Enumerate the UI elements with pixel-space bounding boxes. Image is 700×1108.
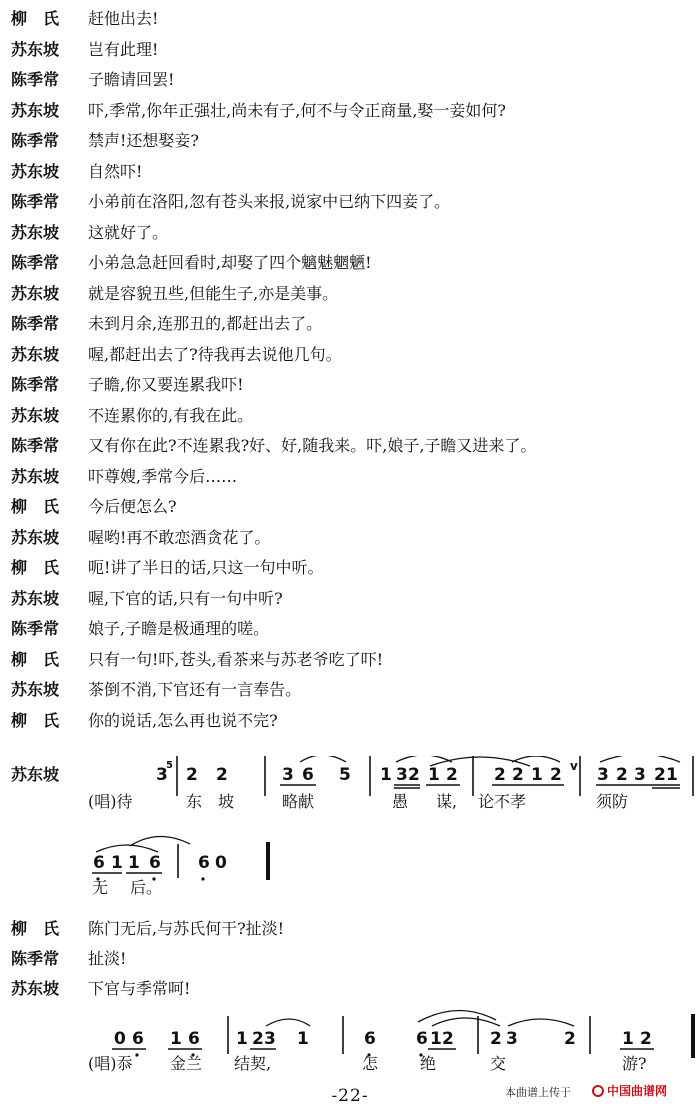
- site-brand[interactable]: [592, 1082, 667, 1099]
- speech-text: 赶他出去!: [88, 9, 159, 28]
- lyric-syllable: 结契,: [234, 1054, 272, 1073]
- jianpu-notation-row-1: [0, 756, 700, 894]
- speaker-name: 苏东坡: [11, 466, 60, 486]
- dialogue-line: [0, 706, 700, 736]
- speech-text: 子瞻请回罢!: [88, 70, 175, 89]
- dialogue-line: [0, 35, 700, 65]
- notation-system-1: [0, 756, 700, 897]
- note: 5: [339, 765, 351, 785]
- note: 2: [494, 765, 506, 785]
- dialogue-line: [0, 492, 700, 522]
- note: 1: [622, 1029, 634, 1049]
- dialogue-line: [0, 523, 700, 553]
- breath-mark: v: [570, 759, 578, 773]
- speaker-name: 苏东坡: [11, 344, 60, 364]
- singer-label: 苏东坡: [11, 765, 60, 784]
- dialogue-line: [0, 675, 700, 705]
- note: 6: [93, 853, 105, 873]
- speech-text: 下官与季常呵!: [88, 979, 191, 998]
- speech-text: 自然吓!: [88, 161, 143, 181]
- note: 3: [634, 765, 646, 785]
- upload-note: 本曲谱上传于: [505, 1086, 571, 1099]
- speech-text: 娘子,子瞻是极通理的嗟。: [88, 619, 270, 638]
- speech-text: 又有你在此?不连累我?好、好,随我来。吓,娘子,子瞻又进来了。: [88, 436, 537, 455]
- speaker-name: 陈季常: [11, 253, 60, 272]
- speech-text: 只有一句!吓,苍头,看茶来与苏老爷吃了吓!: [88, 649, 384, 669]
- dialogue-line: [0, 431, 700, 461]
- lyric-syllable: 绝: [420, 1054, 437, 1073]
- speaker-name: 柳 氏: [11, 710, 60, 730]
- note: 6: [149, 853, 161, 873]
- dialogue-line: [0, 370, 700, 400]
- speech-text: 这就好了。: [88, 222, 169, 242]
- lyric-syllable: 无: [92, 878, 109, 897]
- speech-text: 未到月余,连那丑的,都赶出去了。: [88, 314, 323, 333]
- lyric-syllable: 略献: [282, 792, 315, 811]
- speaker-name: 苏东坡: [11, 405, 60, 425]
- note: 2: [490, 1029, 502, 1049]
- dialogue-line: [0, 126, 700, 156]
- note: 3: [597, 765, 609, 785]
- speaker-name: 陈季常: [11, 131, 60, 150]
- lyric-syllable: 坡: [218, 792, 235, 811]
- speech-text: 你的说话,怎么再也说不完?: [88, 710, 278, 730]
- note: 2: [550, 765, 562, 785]
- speaker-name: 柳 氏: [11, 919, 60, 938]
- lyric-syllable: 愚: [392, 792, 409, 811]
- dialogue-line: [0, 584, 700, 614]
- note: 1: [170, 1029, 182, 1049]
- speaker-name: 陈季常: [11, 70, 60, 89]
- speech-text: 喔,下官的话,只有一句中听?: [88, 588, 283, 608]
- speaker-name: 陈季常: [11, 192, 60, 211]
- speech-text: 岂有此理!: [88, 39, 159, 59]
- speaker-name: 柳 氏: [11, 9, 60, 28]
- note: 1: [666, 765, 678, 785]
- note: 2: [408, 765, 420, 785]
- dialogue-line: [0, 65, 700, 95]
- lyric-syllable: 金兰: [170, 1054, 203, 1073]
- speaker-name: 柳 氏: [11, 649, 60, 669]
- note: 2: [654, 765, 666, 785]
- note: 0: [114, 1029, 126, 1049]
- speaker-name: 苏东坡: [11, 100, 60, 120]
- dialogue-line: [0, 309, 700, 339]
- lyric-syllable: 东: [186, 792, 203, 811]
- note: 3: [156, 765, 168, 785]
- note: 6: [416, 1029, 428, 1049]
- speaker-name: 苏东坡: [11, 680, 60, 699]
- dialogue-line: [0, 218, 700, 248]
- lyric-syllable: 交: [490, 1054, 507, 1073]
- speaker-name: 苏东坡: [11, 39, 60, 59]
- note: 1: [531, 765, 543, 785]
- speaker-name: 陈季常: [11, 314, 60, 333]
- lyric-syllable: 须防: [596, 792, 629, 811]
- speech-text: 吓尊嫂,季常今后……: [88, 466, 238, 486]
- note: 0: [215, 853, 227, 873]
- lyric-syllable: 论不孝: [478, 792, 527, 811]
- dialogue-line: [0, 279, 700, 309]
- dialogue-line: [0, 248, 700, 278]
- speaker-name: 陈季常: [11, 436, 60, 455]
- speech-text: 小弟前在洛阳,忽有苍头来报,说家中已纳下四妾了。: [88, 192, 451, 211]
- note: 3: [282, 765, 294, 785]
- dialogue-line: [0, 553, 700, 583]
- note: 1: [297, 1029, 309, 1049]
- site-brand-label: 中国曲谱网: [607, 1084, 668, 1098]
- speaker-name: 苏东坡: [11, 979, 60, 998]
- speech-text: 子瞻,你又要连累我吓!: [88, 375, 244, 394]
- speech-text: 今后便怎么?: [88, 497, 177, 516]
- speaker-name: 陈季常: [11, 619, 60, 638]
- note: 2: [442, 1029, 454, 1049]
- note: 3: [506, 1029, 518, 1049]
- note: 6: [302, 765, 314, 785]
- speaker-name: 苏东坡: [11, 161, 60, 181]
- note: 2: [216, 765, 228, 785]
- notation-system-2: [0, 1000, 700, 1080]
- note: 2: [186, 765, 198, 785]
- note: 3: [264, 1029, 276, 1049]
- note: 6: [132, 1029, 144, 1049]
- note: 6: [188, 1029, 200, 1049]
- speech-text: 不连累你的,有我在此。: [88, 405, 254, 425]
- dialogue-line: [0, 340, 700, 370]
- speech-text: 吓,季常,你年正强壮,尚未有子,何不与令正商量,娶一妾如何?: [88, 100, 507, 120]
- speech-text: 呃!讲了半日的话,只这一句中听。: [88, 558, 324, 577]
- dialogue-line: [0, 157, 700, 187]
- dialogue-line: [0, 401, 700, 431]
- note: 1: [236, 1029, 248, 1049]
- speech-text: 扯淡!: [88, 949, 127, 968]
- lyric-syllable: 游?: [622, 1054, 647, 1073]
- speaker-name: 苏东坡: [11, 222, 60, 242]
- dialogue-line: [0, 614, 700, 644]
- dialogue-line: [0, 96, 700, 126]
- speech-text: 喔,都赶出去了?待我再去说他几句。: [88, 344, 342, 364]
- speech-text: 陈门无后,与苏氏何干?扯淡!: [88, 919, 285, 938]
- note: 2: [640, 1029, 652, 1049]
- note: 1: [128, 853, 140, 873]
- speaker-name: 苏东坡: [11, 588, 60, 608]
- note: 2: [564, 1029, 576, 1049]
- dialogue-line: [0, 187, 700, 217]
- lyric-syllable: 后。: [130, 878, 163, 897]
- note: 2: [616, 765, 628, 785]
- note: 6: [364, 1029, 376, 1049]
- speaker-name: 苏东坡: [11, 283, 60, 303]
- note: 2: [512, 765, 524, 785]
- note: 2: [252, 1029, 264, 1049]
- note: 2: [446, 765, 458, 785]
- speech-text: 就是容貌丑些,但能生子,亦是美事。: [88, 283, 339, 303]
- speaker-name: 陈季常: [11, 949, 60, 968]
- lyric-syllable: 谋,: [436, 792, 458, 811]
- note: 1: [111, 853, 123, 873]
- lyric-syllable: 怎: [362, 1054, 379, 1073]
- lyric-syllable: (唱)待: [88, 792, 133, 811]
- site-logo-icon: [592, 1085, 604, 1097]
- speaker-name: 苏东坡: [11, 527, 60, 547]
- speech-text: 喔哟!再不敢恋酒贪花了。: [88, 527, 271, 547]
- dialogue-line: [0, 944, 700, 974]
- speaker-name: 柳 氏: [11, 558, 60, 577]
- speaker-name: 柳 氏: [11, 497, 60, 516]
- speech-text: 小弟急急赶回看时,却娶了四个魑魅魍魉!: [88, 253, 372, 272]
- dialogue-line: [0, 914, 700, 944]
- speech-text: 禁声!还想娶妾?: [88, 131, 200, 150]
- dialogue-line: [0, 645, 700, 675]
- note: 3: [396, 765, 408, 785]
- note: 1: [430, 1029, 442, 1049]
- grace-note: 5: [166, 760, 173, 771]
- speech-text: 茶倒不消,下官还有一言奉告。: [88, 680, 302, 699]
- dialogue-line: [0, 462, 700, 492]
- note: 1: [428, 765, 440, 785]
- note: 1: [380, 765, 392, 785]
- page-number: -22-: [331, 1086, 369, 1106]
- dialogue-line: [0, 4, 700, 34]
- speaker-name: 陈季常: [11, 375, 60, 394]
- note: 6: [198, 853, 210, 873]
- lyric-syllable: (唱)忝: [88, 1054, 133, 1073]
